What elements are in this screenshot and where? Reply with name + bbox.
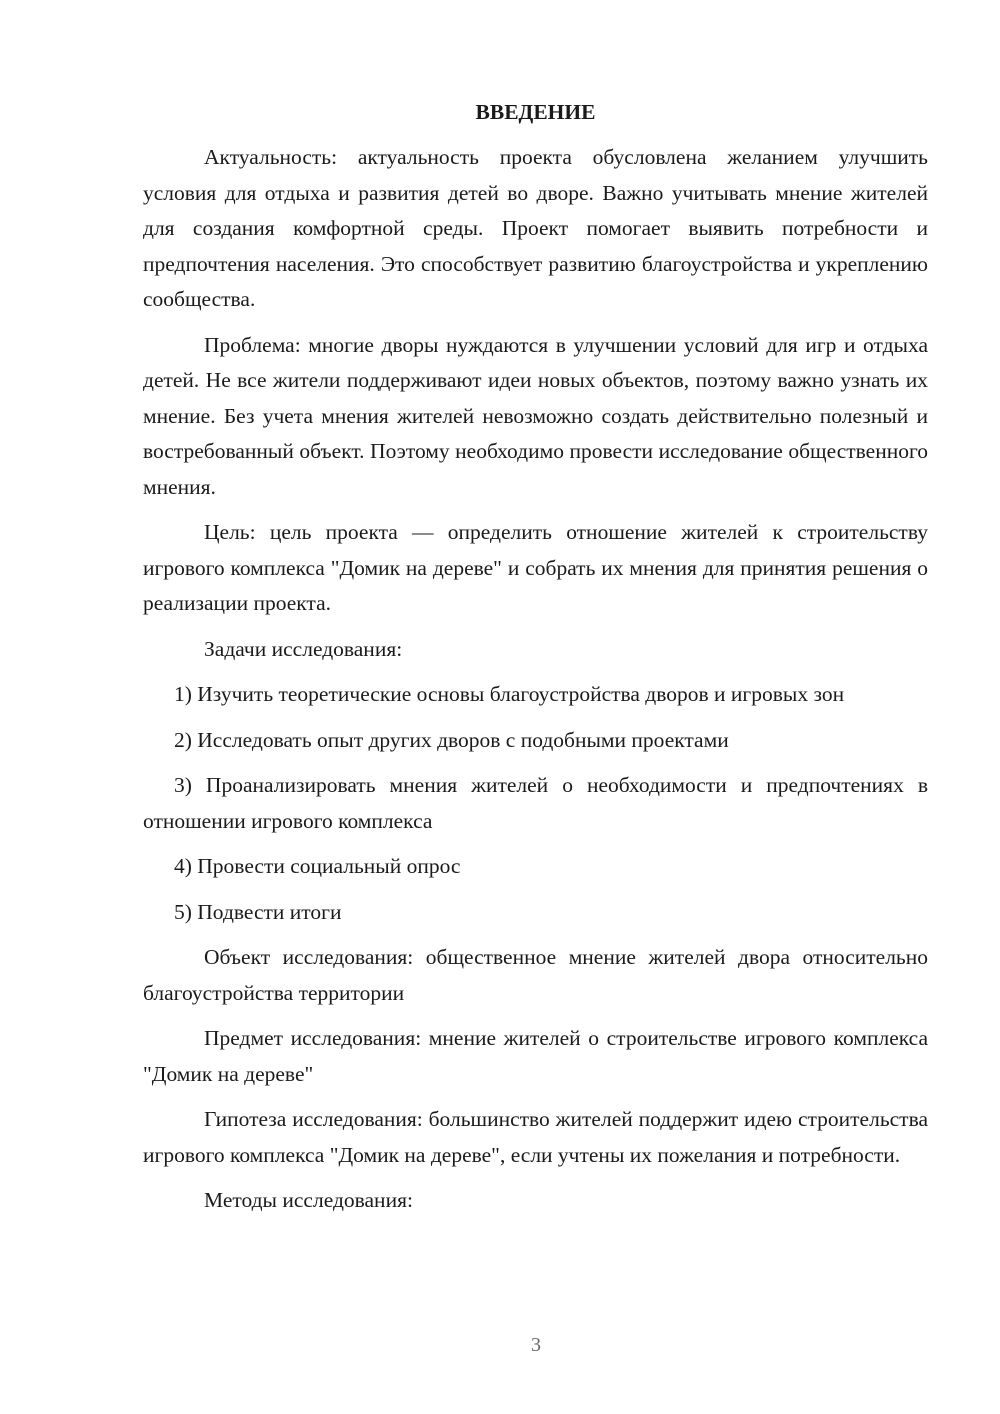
task-item: 1) Изучить теоретические основы благоустройства дворов и игровых зон — [174, 682, 845, 706]
page-title: ВВЕДЕНИЕ — [475, 100, 596, 124]
problem-paragraph: Проблема: многие дворы нуждаются в улучшении условий для игр и отдыха детей. Не все жители поддерживают идеи новых объектов, поэтому важно узнать их мнение. Без учета мнения жителей невозможно создать действительно полезный и востребованный объект. Поэтому необходимо провести исследование общественного мнения. — [143, 332, 928, 499]
task-item: 2) Исследовать опыт других дворов с подобными проектами — [174, 727, 729, 752]
subject-paragraph: Предмет исследования: мнение жителей о строительстве игрового комплекса "Домик на дереве" — [143, 1026, 928, 1086]
object-paragraph: Объект исследования: общественное мнение жителей двора относительно благоустройства территории — [143, 945, 928, 1005]
task-item: 4) Провести социальный опрос — [174, 854, 461, 878]
methods-heading: Методы исследования: — [204, 1188, 413, 1212]
page-number: 3 — [531, 1334, 541, 1356]
page-content — [143, 95, 928, 1229]
goal-paragraph: Цель: цель проекта — определить отношение жителей к строительству игрового комплекса "Домик на дереве" и собрать их мнения для принятия решения о реализации проекта. — [143, 520, 928, 615]
tasks-heading: Задачи исследования: — [204, 636, 403, 661]
relevance-paragraph: Актуальность: актуальность проекта обусловлена желанием улучшить условия для отдыха и развития детей во дворе. Важно учитывать мнение жителей для создания комфортной среды. Проект помогает выявить потребности и предпочтения населения. Это способствует развитию благоустройства и укреплению сообщества. — [143, 145, 928, 311]
task-item: 3) Проанализировать мнения жителей о необходимости и предпочтениях в отношении игрового комплекса — [143, 773, 928, 833]
task-item: 5) Подвести итоги — [174, 899, 342, 924]
hypothesis-paragraph: Гипотеза исследования: большинство жителей поддержит идею строительства игрового комплекса "Домик на дереве", если учтены их пожелания и потребности. — [143, 1107, 928, 1167]
